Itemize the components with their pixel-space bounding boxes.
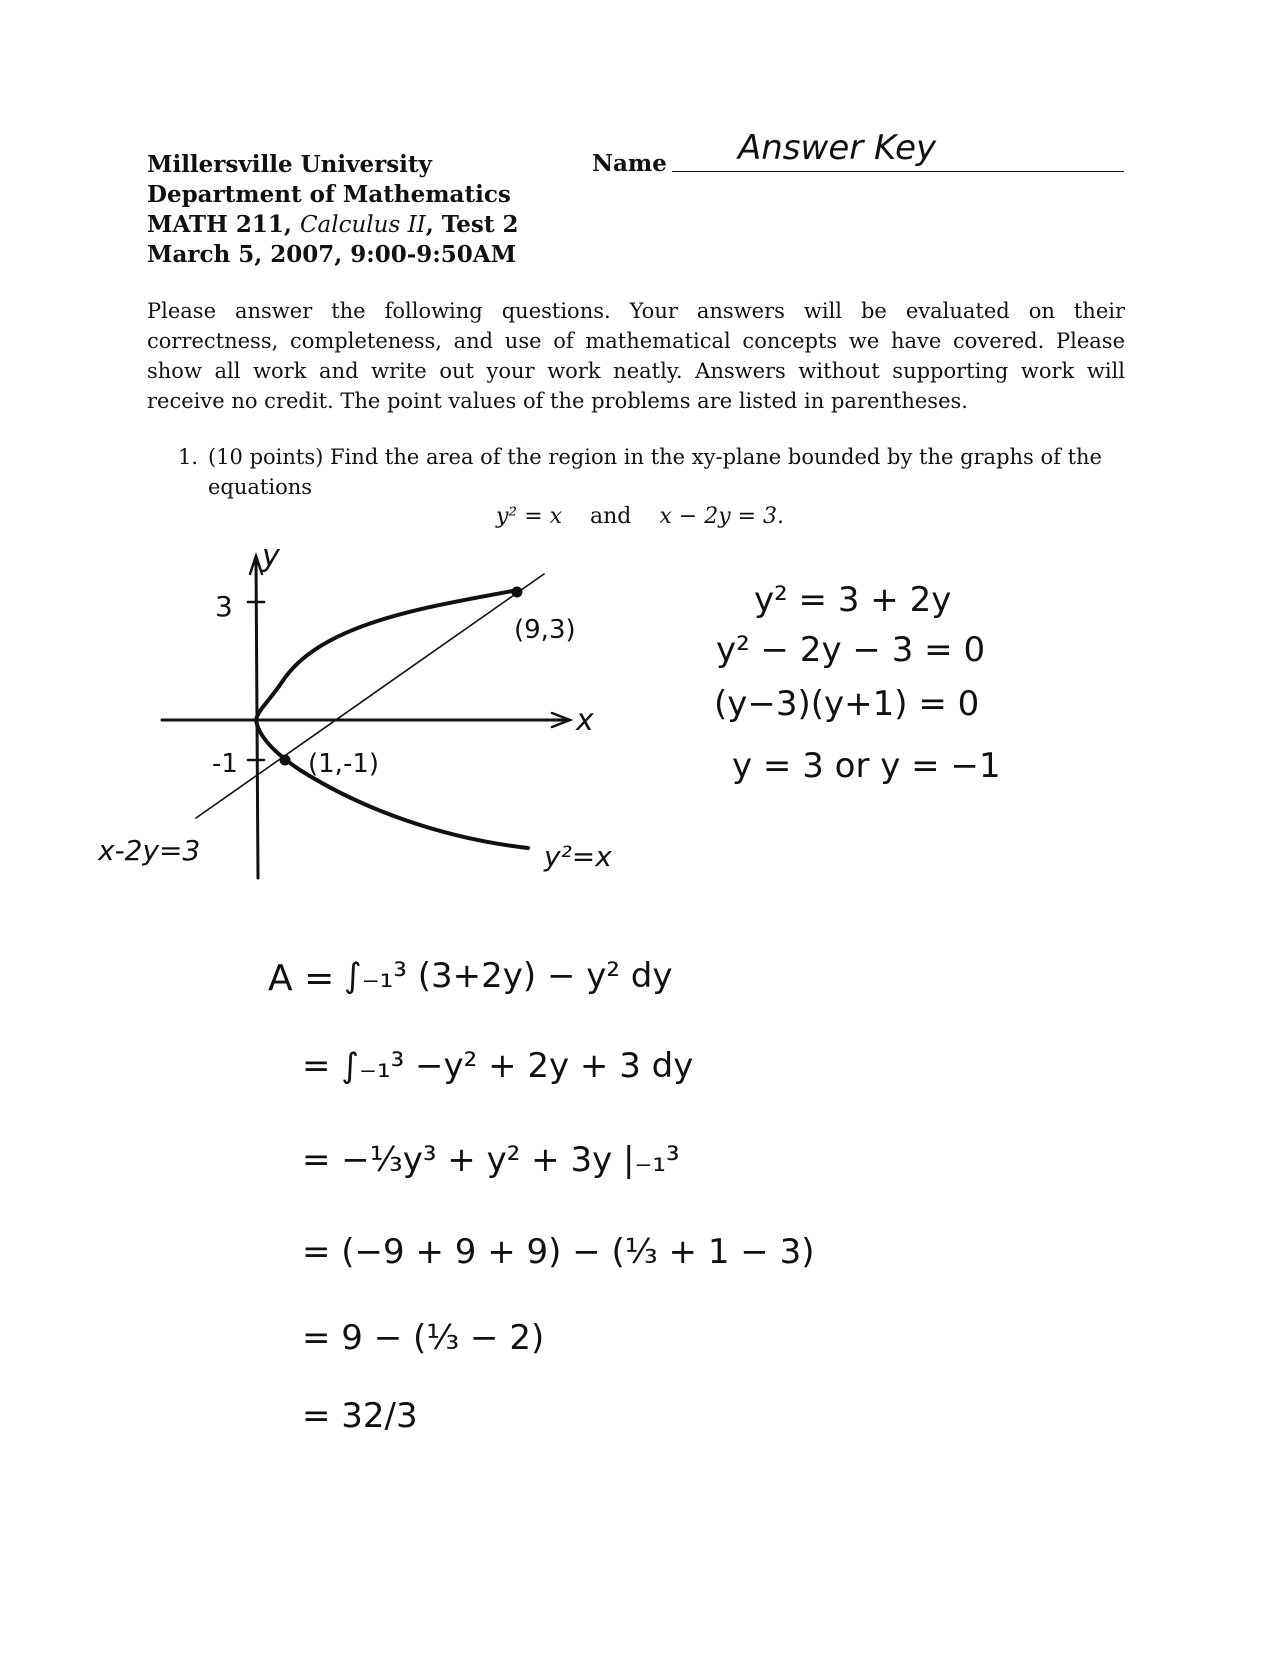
area-line-5: = 9 − (⅓ − 2) xyxy=(302,1318,545,1358)
label-point-1-neg1: (1,-1) xyxy=(308,749,380,779)
area-line-3: = −⅓y³ + y² + 3y |₋₁³ xyxy=(302,1140,680,1180)
name-handwritten: Answer Key xyxy=(738,128,937,168)
department-name: Department of Mathematics xyxy=(147,181,511,208)
side-work-line-2: y² − 2y − 3 = 0 xyxy=(716,630,986,670)
line-x-2y-3 xyxy=(196,574,544,818)
x-axis-label: x xyxy=(576,703,594,738)
tick-label-3: 3 xyxy=(215,590,233,623)
tick-label-neg1: -1 xyxy=(212,749,238,779)
side-work-line-4: y = 3 or y = −1 xyxy=(732,746,1001,786)
equation-conjunction: and xyxy=(590,504,632,529)
point-1-neg1 xyxy=(280,755,290,765)
label-point-9-3: (9,3) xyxy=(514,615,576,645)
name-label: Name xyxy=(592,150,667,177)
label-curve: y²=x xyxy=(544,840,612,873)
point-9-3 xyxy=(512,587,522,597)
side-work-line-1: y² = 3 + 2y xyxy=(754,580,952,620)
instructions: Please answer the following questions. Your answers will be evaluated on their correctness, completeness, and use of mathematical concepts we have covered. Please show all work and write out your work neatly. Answers without supporting work will receive no credit. The point values of the problems are listed in parentheses. xyxy=(147,299,1125,413)
equation-2: x − 2y = 3. xyxy=(659,504,785,529)
area-line-4: = (−9 + 9 + 9) − (⅓ + 1 − 3) xyxy=(302,1232,815,1272)
course-name: Calculus II xyxy=(299,212,426,238)
y-axis-label: y xyxy=(262,539,280,574)
exam-date: March 5, 2007, 9:00-9:50AM xyxy=(147,241,517,268)
course-test: , Test 2 xyxy=(425,211,519,238)
question-number: 1. xyxy=(178,445,199,469)
equation-1: y² = x xyxy=(495,504,563,529)
area-line-6: = 32/3 xyxy=(302,1396,418,1436)
course-code: MATH 211, xyxy=(147,211,300,238)
label-line: x-2y=3 xyxy=(98,834,201,867)
area-line-2: = ∫₋₁³ −y² + 2y + 3 dy xyxy=(302,1046,694,1086)
area-lhs: A = xyxy=(268,958,335,999)
side-work-line-3: (y−3)(y+1) = 0 xyxy=(714,684,980,724)
question-text: (10 points) Find the area of the region in the xy-plane bounded by the graphs of the equations xyxy=(208,445,1102,499)
area-line-1: ∫₋₁³ (3+2y) − y² dy xyxy=(344,956,673,996)
university-name: Millersville University xyxy=(147,151,432,178)
